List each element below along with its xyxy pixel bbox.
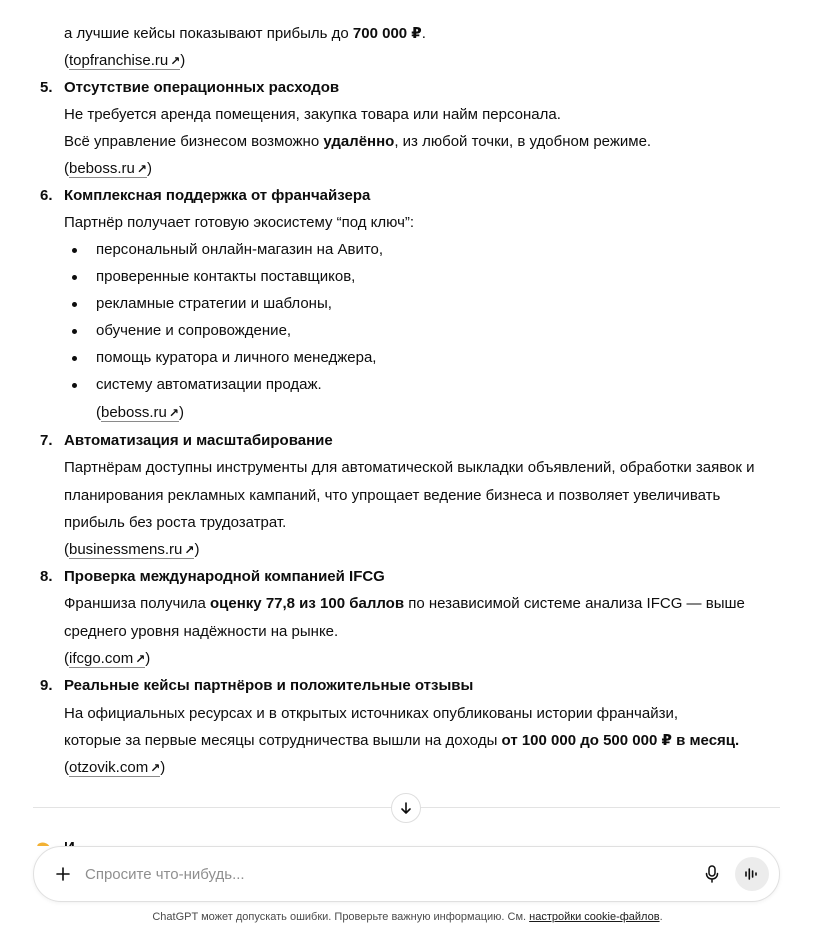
bullet-item: проверенные контакты поставщиков, <box>96 268 356 285</box>
source-citation: (beboss.ru ↗) <box>96 404 184 421</box>
source-link[interactable]: topfranchise.ru ↗ <box>69 52 181 69</box>
bullet-dot <box>72 383 77 388</box>
item-title: Реальные кейсы партнёров и положительные отзывы <box>64 677 474 694</box>
source-citation: (beboss.ru ↗) <box>64 160 152 177</box>
cookie-settings-link[interactable]: настройки cookie-файлов <box>529 911 660 923</box>
prompt-input[interactable] <box>85 863 645 885</box>
bullet-item: систему автоматизации продаж. <box>96 376 322 393</box>
external-link-icon: ↗ <box>184 543 195 557</box>
item-text: На официальных ресурсах и в открытых источниках опубликованы истории франчайзи, <box>64 705 679 722</box>
source-citation: (ifcgo.com ↗) <box>64 650 151 667</box>
bullet-item: персональный онлайн-магазин на Авито, <box>96 241 384 258</box>
bullet-item: помощь куратора и личного менеджера, <box>96 349 377 366</box>
source-link[interactable]: beboss.ru ↗ <box>101 404 179 421</box>
list-number: 5. <box>40 79 53 96</box>
item-text: Всё управление бизнесом возможно удалённо, из любой точки, в удобном режиме. <box>64 133 652 150</box>
composer <box>33 846 780 902</box>
dictate-button[interactable] <box>698 860 726 888</box>
disclaimer: ChatGPT может допускать ошибки. Проверьте важную информацию. См. настройки cookie-файлов. <box>152 911 663 923</box>
external-link-icon: ↗ <box>150 761 161 775</box>
item-text: Партнёрам доступны инструменты для автоматической выкладки объявлений, обработки заявок и <box>64 459 755 476</box>
item-text: планирования рекламных кампаний, что упрощает ведение бизнеса и позволяет увеличивать <box>64 487 721 504</box>
voice-mode-button[interactable] <box>735 857 769 891</box>
source-link[interactable]: otzovik.com ↗ <box>69 759 161 776</box>
list-number: 7. <box>40 432 53 449</box>
plus-icon <box>55 866 71 882</box>
item-text: среднего уровня надёжности на рынке. <box>64 623 339 640</box>
external-link-icon: ↗ <box>136 162 147 176</box>
item-text: которые за первые месяцы сотрудничества вышли на доходы от 100 000 до 500 000 ₽ в месяц. <box>64 732 740 749</box>
external-link-icon: ↗ <box>135 652 146 666</box>
item-title: Отсутствие операционных расходов <box>64 79 340 96</box>
source-citation: (businessmens.ru ↗) <box>64 541 200 558</box>
bullet-dot <box>72 248 77 253</box>
bullet-dot <box>72 275 77 280</box>
bullet-item: обучение и сопровождение, <box>96 322 292 339</box>
list-number: 6. <box>40 187 53 204</box>
bullet-dot <box>72 329 77 334</box>
item-title: Комплексная поддержка от франчайзера <box>64 187 371 204</box>
list-number: 8. <box>40 568 53 585</box>
external-link-icon: ↗ <box>170 54 181 68</box>
source-link[interactable]: beboss.ru ↗ <box>69 160 147 177</box>
source-citation: (topfranchise.ru ↗) <box>64 52 186 69</box>
source-link[interactable]: businessmens.ru ↗ <box>69 541 195 558</box>
microphone-icon <box>704 865 720 883</box>
item-title: Автоматизация и масштабирование <box>64 432 333 449</box>
item-text: прибыль без роста трудозатрат. <box>64 514 287 531</box>
source-link[interactable]: ifcgo.com ↗ <box>69 650 146 667</box>
bullet-dot <box>72 356 77 361</box>
external-link-icon: ↗ <box>168 406 179 420</box>
bullet-dot <box>72 302 77 307</box>
list-number: 9. <box>40 677 53 694</box>
scroll-to-bottom-button[interactable] <box>391 793 421 823</box>
item-text: Не требуется аренда помещения, закупка товара или найм персонала. <box>64 106 561 123</box>
attach-button[interactable] <box>50 861 76 887</box>
voice-waveform-icon <box>744 867 760 881</box>
item-title: Проверка международной компанией IFCG <box>64 568 385 585</box>
intro-line: а лучшие кейсы показывают прибыль до 700 000 ₽. <box>64 25 426 42</box>
item-text: Партнёр получает готовую экосистему “под ключ”: <box>64 214 415 231</box>
item-text: Франшиза получила оценку 77,8 из 100 баллов по независимой системе анализа IFCG — выше <box>64 595 745 612</box>
bullet-item: рекламные стратегии и шаблоны, <box>96 295 332 312</box>
source-citation: (otzovik.com ↗) <box>64 759 166 776</box>
arrow-down-icon <box>399 801 413 815</box>
